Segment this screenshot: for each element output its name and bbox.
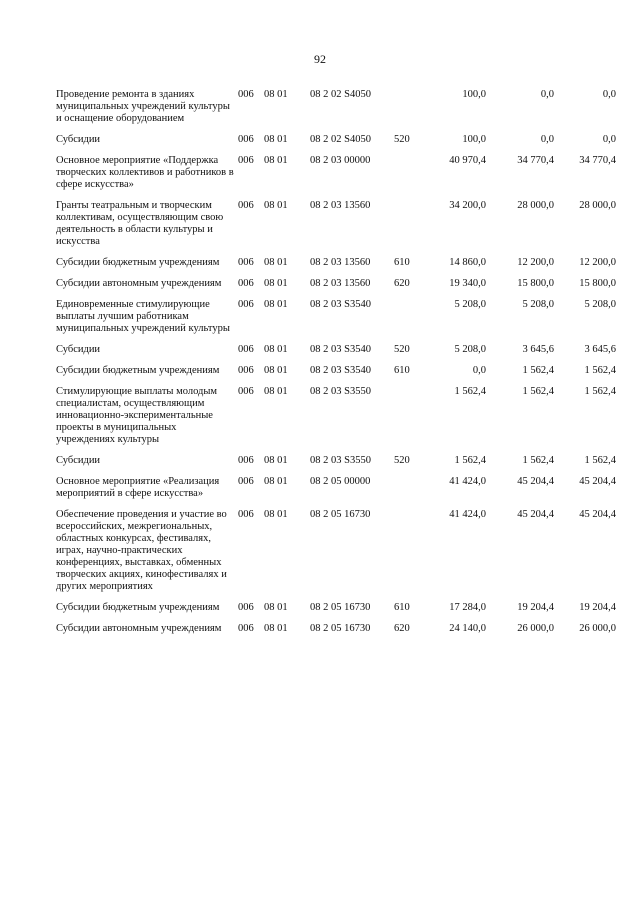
row-amount-year-2: 0,0: [540, 134, 554, 145]
row-target-article: 08 2 03 00000: [310, 155, 371, 166]
row-amount-year-3: 0,0: [602, 89, 616, 100]
row-expense-type: [394, 155, 422, 200]
row-amount-year-1: 1 562,4: [454, 455, 486, 466]
row-expense-type: 610: [394, 365, 410, 376]
row-amount-year-1: 41 424,0: [449, 509, 486, 520]
row-ministry-code: 006: [238, 455, 254, 466]
row-section-code: 08 01: [264, 476, 288, 487]
row-expense-type: 610: [394, 257, 410, 268]
row-target-article: 08 2 03 S3540: [310, 344, 371, 355]
row-ministry-code: 006: [238, 344, 254, 355]
table-row: [56, 344, 616, 365]
row-ministry-code: 006: [238, 476, 254, 487]
table-row: [56, 89, 616, 134]
row-amount-year-3: 28 000,0: [579, 200, 616, 211]
row-amount-year-2: 34 770,4: [517, 155, 554, 166]
row-amount-year-1: 41 424,0: [449, 476, 486, 487]
row-amount-year-1: 100,0: [462, 134, 486, 145]
row-name: Проведение ремонта в зданиях муниципальных учреждений культуры и оснащение оборудованием: [56, 89, 230, 124]
row-name: Субсидии: [56, 344, 101, 355]
row-amount-year-1: 17 284,0: [449, 602, 486, 613]
row-amount-year-3: 5 208,0: [584, 299, 616, 310]
row-amount-year-2: 1 562,4: [522, 365, 554, 376]
row-section-code: 08 01: [264, 623, 288, 634]
row-name: Субсидии бюджетным учреждениям: [56, 602, 220, 613]
table-row: [56, 386, 616, 455]
row-name: Субсидии автономным учреждениям: [56, 278, 222, 289]
row-amount-year-2: 1 562,4: [522, 455, 554, 466]
row-expense-type: 520: [394, 134, 410, 145]
row-section-code: 08 01: [264, 134, 288, 145]
row-ministry-code: 006: [238, 623, 254, 634]
row-ministry-code: 006: [238, 365, 254, 376]
row-section-code: 08 01: [264, 155, 288, 166]
row-amount-year-2: 45 204,4: [517, 509, 554, 520]
row-name: Единовременные стимулирующие выплаты лучшим работникам муниципальных учреждений культуры: [56, 299, 230, 334]
row-expense-type: [394, 299, 422, 344]
row-amount-year-3: 45 204,4: [579, 509, 616, 520]
table-row: [56, 134, 616, 155]
row-amount-year-2: 0,0: [540, 89, 554, 100]
row-target-article: 08 2 05 16730: [310, 509, 371, 520]
row-name: Субсидии автономным учреждениям: [56, 623, 222, 634]
budget-table-body: [56, 89, 616, 644]
budget-table: [56, 89, 616, 644]
table-row: [56, 278, 616, 299]
row-amount-year-3: 1 562,4: [584, 386, 616, 397]
row-amount-year-2: 5 208,0: [522, 299, 554, 310]
row-ministry-code: 006: [238, 134, 254, 145]
row-ministry-code: 006: [238, 602, 254, 613]
row-name: Обеспечение проведения и участие во всероссийских, межрегиональных, областных конкурсах, фестивалях, играх, научно-практических конференциях, выставках, обменных творческих акциях, кинофестивалях и других мероприятиях: [56, 509, 227, 592]
table-row: [56, 365, 616, 386]
row-target-article: 08 2 03 S3550: [310, 455, 371, 466]
row-target-article: 08 2 02 S4050: [310, 134, 371, 145]
row-amount-year-1: 100,0: [462, 89, 486, 100]
row-section-code: 08 01: [264, 365, 288, 376]
row-expense-type: [394, 89, 422, 134]
row-name: Субсидии: [56, 455, 101, 466]
row-section-code: 08 01: [264, 278, 288, 289]
row-amount-year-3: 26 000,0: [579, 623, 616, 634]
row-expense-type: [394, 509, 422, 602]
row-amount-year-1: 24 140,0: [449, 623, 486, 634]
table-row: [56, 623, 616, 644]
row-target-article: 08 2 05 16730: [310, 623, 371, 634]
row-amount-year-2: 15 800,0: [517, 278, 554, 289]
row-amount-year-2: 1 562,4: [522, 386, 554, 397]
row-expense-type: [394, 476, 422, 509]
row-amount-year-2: 45 204,4: [517, 476, 554, 487]
row-amount-year-1: 5 208,0: [454, 299, 486, 310]
row-expense-type: 520: [394, 455, 410, 466]
row-name: Гранты театральным и творческим коллективам, осуществляющим свою деятельность в области культуры и искусства: [56, 200, 224, 247]
row-expense-type: [394, 386, 422, 455]
row-amount-year-3: 34 770,4: [579, 155, 616, 166]
row-target-article: 08 2 03 13560: [310, 278, 371, 289]
row-name: Субсидии: [56, 134, 101, 145]
row-amount-year-1: 1 562,4: [454, 386, 486, 397]
row-name: Стимулирующие выплаты молодым специалистам, осуществляющим инновационно-экспериментальные проекты в муниципальных учреждениях культуры: [56, 386, 218, 445]
row-amount-year-1: 5 208,0: [454, 344, 486, 355]
row-ministry-code: 006: [238, 299, 254, 310]
row-amount-year-2: 19 204,4: [517, 602, 554, 613]
row-amount-year-1: 34 200,0: [449, 200, 486, 211]
row-ministry-code: 006: [238, 278, 254, 289]
row-amount-year-3: 0,0: [602, 134, 616, 145]
row-expense-type: [394, 200, 422, 257]
table-row: [56, 509, 616, 602]
row-target-article: 08 2 05 00000: [310, 476, 371, 487]
table-row: [56, 257, 616, 278]
row-ministry-code: 006: [238, 509, 254, 520]
row-target-article: 08 2 05 16730: [310, 602, 371, 613]
row-amount-year-1: 14 860,0: [449, 257, 486, 268]
row-section-code: 08 01: [264, 509, 288, 520]
row-amount-year-1: 19 340,0: [449, 278, 486, 289]
row-amount-year-3: 45 204,4: [579, 476, 616, 487]
row-amount-year-3: 1 562,4: [584, 365, 616, 376]
row-amount-year-2: 28 000,0: [517, 200, 554, 211]
row-amount-year-1: 40 970,4: [449, 155, 486, 166]
row-section-code: 08 01: [264, 455, 288, 466]
row-target-article: 08 2 02 S4050: [310, 89, 371, 100]
row-name: Субсидии бюджетным учреждениям: [56, 257, 220, 268]
table-row: [56, 476, 616, 509]
row-section-code: 08 01: [264, 200, 288, 211]
row-name: Субсидии бюджетным учреждениям: [56, 365, 220, 376]
page-number: 92: [314, 52, 326, 66]
row-name: Основное мероприятие «Поддержка творческих коллективов и работников в сфере искусства»: [56, 155, 234, 190]
table-row: [56, 155, 616, 200]
table-row: [56, 200, 616, 257]
row-target-article: 08 2 03 S3540: [310, 365, 371, 376]
row-ministry-code: 006: [238, 89, 254, 100]
row-section-code: 08 01: [264, 89, 288, 100]
row-section-code: 08 01: [264, 257, 288, 268]
row-amount-year-1: 0,0: [472, 365, 486, 376]
row-amount-year-2: 12 200,0: [517, 257, 554, 268]
row-section-code: 08 01: [264, 602, 288, 613]
row-section-code: 08 01: [264, 386, 288, 397]
table-row: [56, 602, 616, 623]
row-amount-year-3: 1 562,4: [584, 455, 616, 466]
row-ministry-code: 006: [238, 257, 254, 268]
row-amount-year-2: 26 000,0: [517, 623, 554, 634]
row-target-article: 08 2 03 S3550: [310, 386, 371, 397]
row-amount-year-2: 3 645,6: [522, 344, 554, 355]
row-section-code: 08 01: [264, 344, 288, 355]
row-ministry-code: 006: [238, 386, 254, 397]
row-amount-year-3: 19 204,4: [579, 602, 616, 613]
row-amount-year-3: 15 800,0: [579, 278, 616, 289]
row-expense-type: 620: [394, 623, 410, 634]
row-amount-year-3: 12 200,0: [579, 257, 616, 268]
table-row: [56, 299, 616, 344]
row-section-code: 08 01: [264, 299, 288, 310]
row-target-article: 08 2 03 S3540: [310, 299, 371, 310]
row-expense-type: 620: [394, 278, 410, 289]
row-name: Основное мероприятие «Реализация мероприятий в сфере искусства»: [56, 476, 220, 499]
row-ministry-code: 006: [238, 155, 254, 166]
row-target-article: 08 2 03 13560: [310, 200, 371, 211]
row-expense-type: 610: [394, 602, 410, 613]
row-amount-year-3: 3 645,6: [584, 344, 616, 355]
row-ministry-code: 006: [238, 200, 254, 211]
row-expense-type: 520: [394, 344, 410, 355]
row-target-article: 08 2 03 13560: [310, 257, 371, 268]
table-row: [56, 455, 616, 476]
